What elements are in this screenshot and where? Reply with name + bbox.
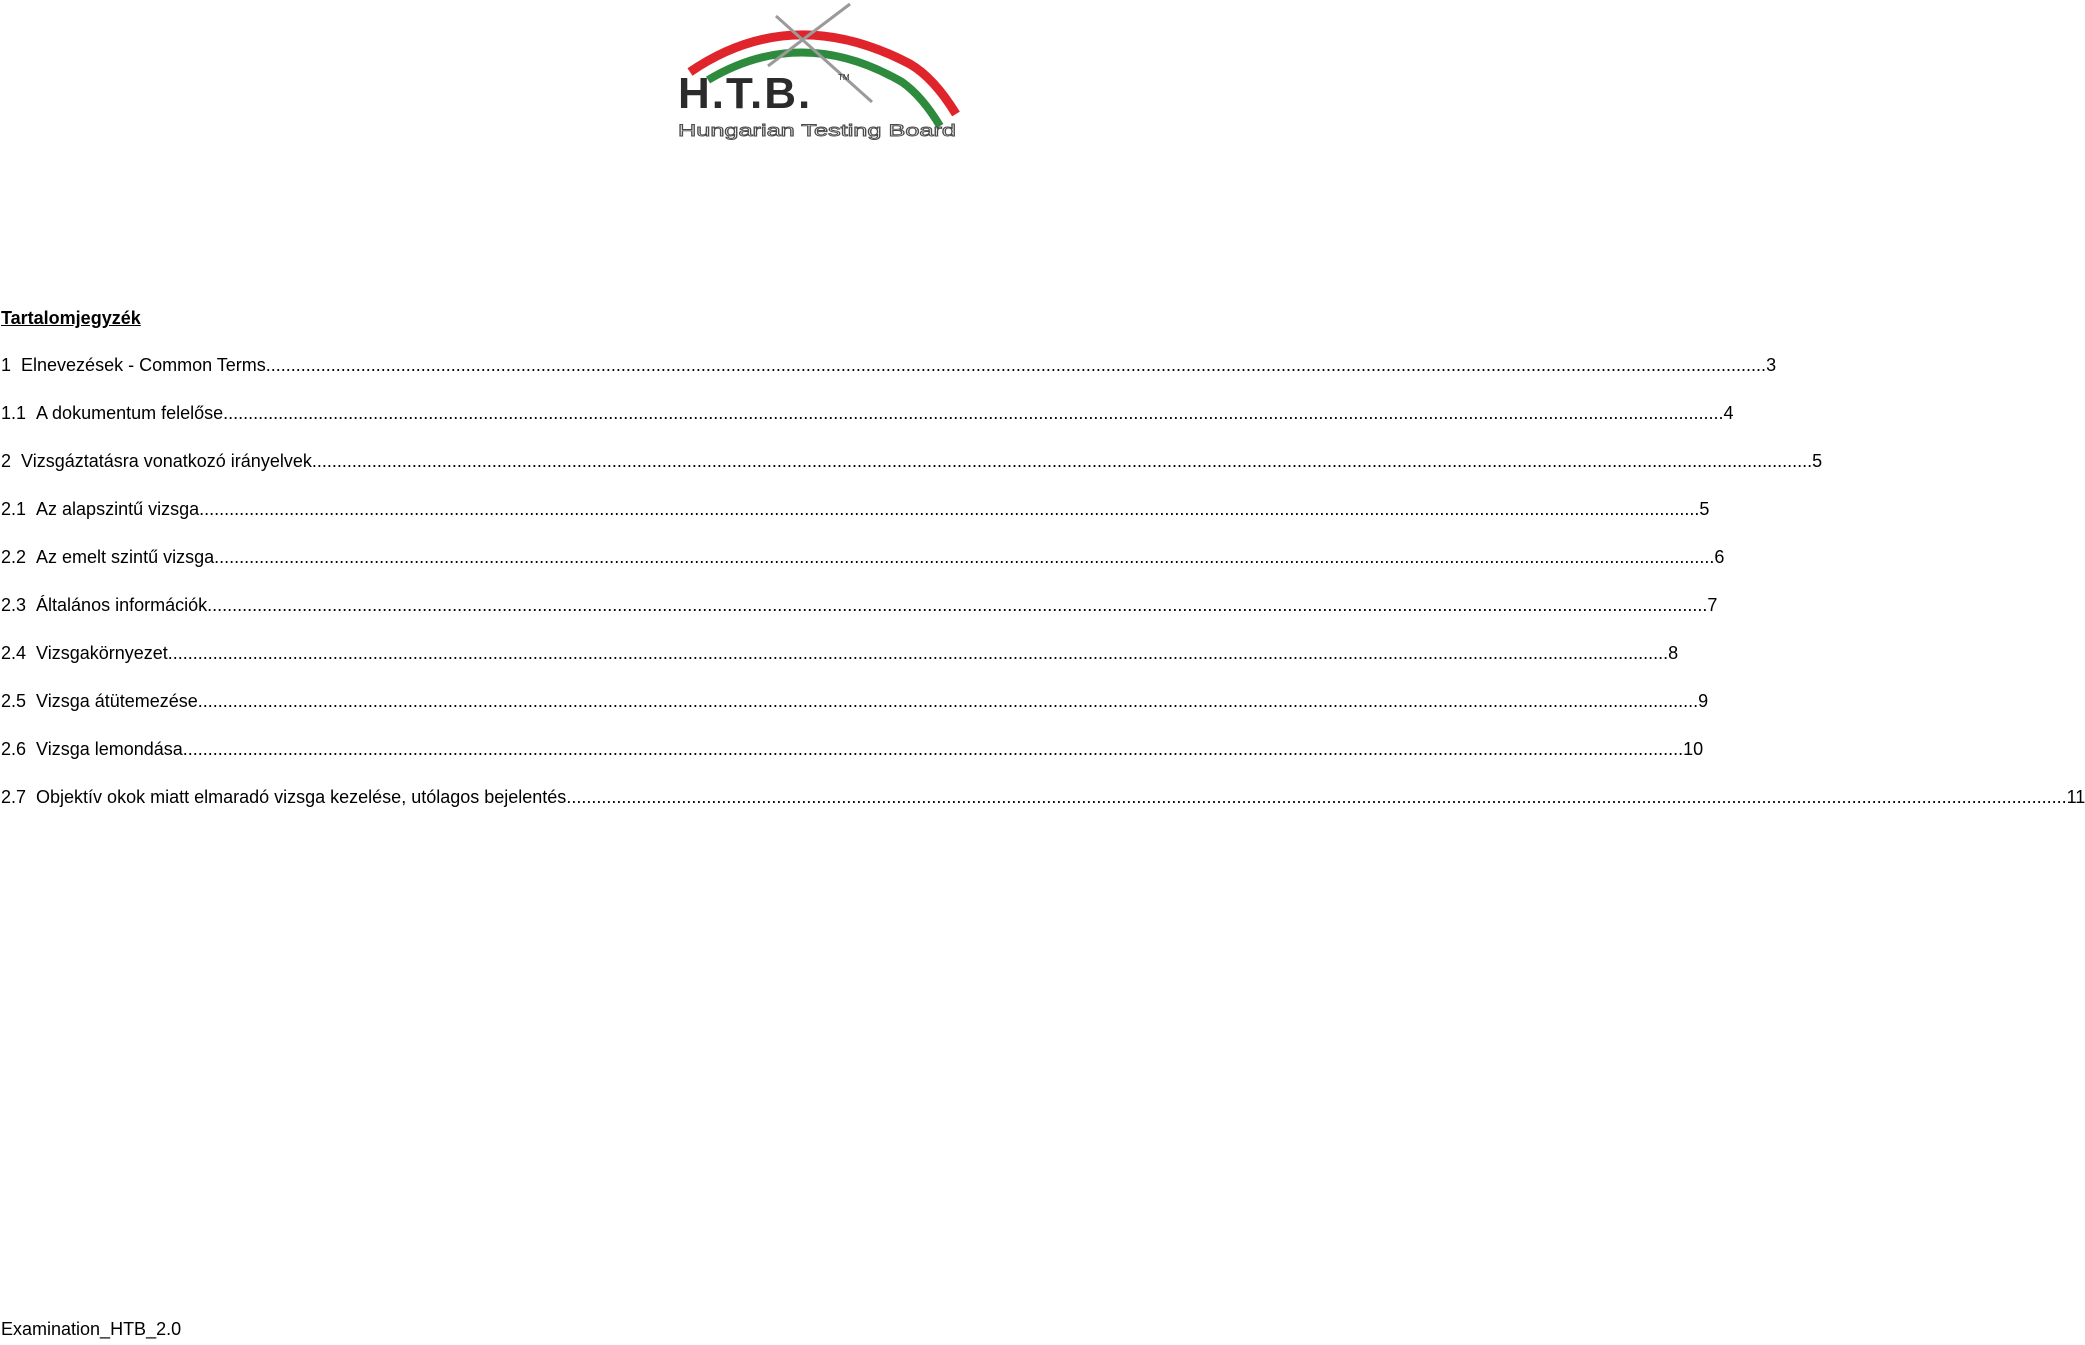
toc-leader-dots: ............................................................................................................................................................................................................................................................................................................ — [311, 451, 1813, 471]
toc-leader-dots: ............................................................................................................................................................................................................................................................................................................ — [182, 739, 1684, 759]
toc-entry-text: Általános információk — [36, 595, 208, 615]
toc-entry-2-4[interactable] — [1, 643, 1679, 669]
toc-entry-text: Az alapszintű vizsga — [36, 499, 200, 519]
toc-entry-2-3[interactable] — [1, 595, 1718, 621]
toc-leader-dots: ............................................................................................................................................................................................................................................................................................................ — [197, 691, 1699, 711]
toc-entry-page: 5 — [1812, 451, 1823, 471]
toc-entry-page: 6 — [1714, 547, 1725, 567]
toc-entry-number: 1.1 — [1, 403, 27, 423]
toc-leader-dots: ............................................................................................................................................................................................................................................................................................................ — [566, 787, 2067, 807]
toc-entry-number: 2.5 — [1, 691, 27, 711]
toc-leader-dots: ............................................................................................................................................................................................................................................................................................................ — [265, 355, 1767, 375]
logo-tm: TM — [838, 73, 850, 82]
toc-entry-number: 2.4 — [1, 643, 27, 663]
toc-entry-page: 8 — [1668, 643, 1679, 663]
toc-entry-text: Objektív okok miatt elmaradó vizsga kezelése, utólagos bejelentés — [36, 787, 567, 807]
toc-entry-text: Vizsga lemondása — [36, 739, 183, 759]
toc-title: Tartalomjegyzék — [1, 308, 141, 328]
htb-logo-graphic — [672, 2, 960, 144]
toc-entry-page: 10 — [1683, 739, 1704, 759]
toc-entry-number: 2.7 — [1, 787, 27, 807]
toc-entry-1[interactable] — [1, 355, 1777, 381]
toc-entry-number: 2.1 — [1, 499, 27, 519]
toc-entry-text: A dokumentum felelőse — [36, 403, 224, 423]
footer-document-id: Examination_HTB_2.0 — [1, 1319, 182, 1339]
toc-entry-number: 1 — [1, 355, 12, 375]
toc-leader-dots: ............................................................................................................................................................................................................................................................................................................ — [167, 643, 1669, 663]
toc-entry-page: 3 — [1766, 355, 1777, 375]
toc-entry-number: 2.6 — [1, 739, 27, 759]
toc-entry-page: 5 — [1699, 499, 1710, 519]
toc-entry-text: Elnevezések - Common Terms — [21, 355, 266, 375]
toc-leader-dots: ............................................................................................................................................................................................................................................................................................................ — [223, 403, 1724, 423]
htb-logo — [672, 2, 960, 144]
toc-entry-2-5[interactable] — [1, 691, 1709, 717]
toc-entry-page: 7 — [1707, 595, 1718, 615]
toc-entry-page: 11 — [2066, 787, 2085, 807]
toc-entry-1-1[interactable] — [1, 403, 1734, 429]
toc-entry-text: Az emelt szintű vizsga — [36, 547, 215, 567]
toc-entry-page: 9 — [1698, 691, 1709, 711]
toc-entry-number: 2.2 — [1, 547, 27, 567]
toc-entry-page: 4 — [1723, 403, 1734, 423]
toc-entry-text: Vizsgáztatásra vonatkozó irányelvek — [21, 451, 312, 471]
toc-entry-2-7[interactable] — [1, 787, 2085, 813]
toc-leader-dots: ............................................................................................................................................................................................................................................................................................................ — [207, 595, 1708, 615]
toc-entry-text: Vizsgakörnyezet — [36, 643, 168, 663]
toc-entry-2-2[interactable] — [1, 547, 1725, 573]
toc-entry-text: Vizsga átütemezése — [36, 691, 198, 711]
toc-entry-2-1[interactable] — [1, 499, 1710, 525]
toc-leader-dots: ............................................................................................................................................................................................................................................................................................................ — [199, 499, 1700, 519]
toc-entry-number: 2.3 — [1, 595, 27, 615]
toc-leader-dots: ............................................................................................................................................................................................................................................................................................................ — [214, 547, 1715, 567]
logo-wordmark: H.T.B. — [678, 69, 813, 118]
toc-entry-2-6[interactable] — [1, 739, 1704, 765]
toc-entry-2[interactable] — [1, 451, 1823, 477]
logo-subtitle: Hungarian Testing Board — [678, 122, 956, 140]
toc-entry-number: 2 — [1, 451, 12, 471]
